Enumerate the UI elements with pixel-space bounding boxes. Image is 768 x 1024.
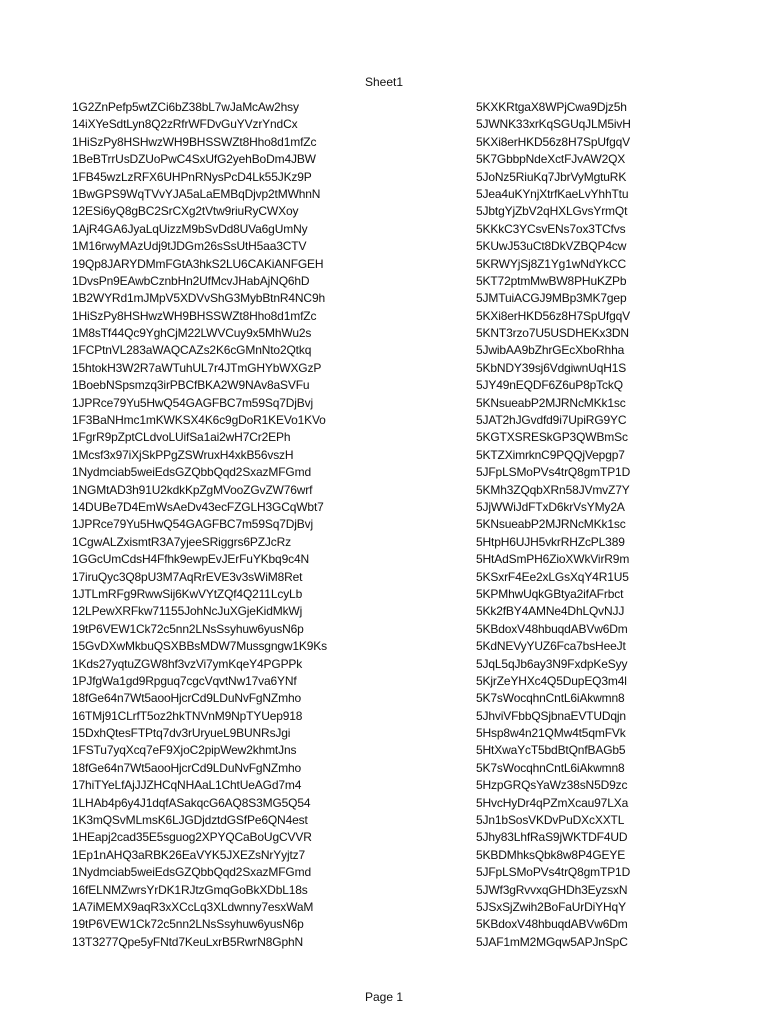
cell-text: 16TMj91CLrfT5oz2hkTNVnM9NpTYUep918: [72, 708, 303, 723]
cell-text: 1HiSzPy8HSHwzWH9BHSSWZt8Hho8d1mfZc: [72, 134, 317, 149]
cell-text: 5K7sWocqhnCntL6iAkwmn8: [476, 760, 625, 775]
cell-text: 1F3BaNHmc1mKWKSX4K6c9gDoR1KEVo1KVo: [72, 413, 326, 428]
cell-text: 5KGTXSRESkGP3QWBmSc: [476, 430, 628, 445]
cell-text: 5JMTuiACGJ9MBp3MK7gep: [476, 291, 627, 306]
cell-text: 16fELNMZwrsYrDK1RJtzGmqGoBkXDbL18s: [72, 882, 308, 897]
cell-text: 18fGe64n7Wt5aooHjcrCd9LDuNvFgNZmho: [72, 691, 302, 706]
cell-text: 5K7sWocqhnCntL6iAkwmn8: [476, 691, 625, 706]
cell-text: 5JY49nEQDF6Z6uP8pTckQ: [476, 378, 623, 393]
cell-text: 1FB45wzLzRFX6UHPnRNysPcD4Lk55JKz9P: [72, 169, 312, 184]
cell-text: 5KdNEVyYUZ6Fca7bsHeeJt: [476, 639, 626, 654]
cell-text: 5KBdoxV48hbuqdABVw6Dm: [476, 621, 628, 636]
cell-text: 5KXi8erHKD56z8H7SpUfgqV: [476, 308, 630, 323]
page-label: Page 1: [364, 990, 404, 1004]
cell-text: 1DvsPn9EAwbCznbHn2UfMcvJHabAjNQ6hD: [72, 273, 310, 288]
cell-text: 15GvDXwMkbuQSXBBsMDW7Mussgngw1K9Ks: [72, 639, 327, 654]
cell-text: 1Nydmciab5weiEdsGZQbbQqd2SxazMFGmd: [72, 865, 311, 880]
cell-text: 1Nydmciab5weiEdsGZQbbQqd2SxazMFGmd: [72, 465, 311, 480]
cell-text: 1BeBTrrUsDZUoPwC4SxUfG2yehBoDm4JBW: [72, 152, 316, 167]
cell-text: 1PJfgWa1gd9Rpguq7cgcVqvtNw17va6YNf: [72, 673, 297, 688]
cell-text: 5HvcHyDr4qPZmXcau97LXa: [476, 795, 629, 810]
cell-text: 5JjWWiJdFTxD6krVsYMy2A: [476, 499, 625, 514]
cell-text: 1FSTu7yqXcq7eF9XjoC2pipWew2khmtJns: [72, 743, 297, 758]
cell-text: 17iruQyc3Q8pU3M7AqRrEVE3v3sWiM8Ret: [72, 569, 303, 584]
cell-text: 5Jn1bSosVKDvPuDXcXXTL: [476, 813, 625, 828]
cell-text: 5JFpLSMoPVs4trQ8gmTP1D: [476, 865, 631, 880]
cell-text: 5Hsp8w4n21QMw4t5qmFVk: [476, 726, 626, 741]
cell-text: 5KNsueabP2MJRNcMKk1sc: [476, 395, 626, 410]
cell-text: 1K3mQSvMLmsK6LJGDjdztdGSfPe6QN4est: [72, 813, 308, 828]
cell-text: 5JFpLSMoPVs4trQ8gmTP1D: [476, 465, 631, 480]
cell-text: 5HtXwaYcT5bdBtQnfBAGb5: [476, 743, 626, 758]
cell-text: 1FCPtnVL283aWAQCAZs2K6cGMnNto2Qtkq: [72, 343, 312, 358]
cell-text: 5KUwJ53uCt8DkVZBQP4cw: [476, 239, 627, 254]
cell-text: 5KSxrF4Ee2xLGsXqY4R1U5: [476, 569, 629, 584]
cell-text: 5JWf3gRvvxqGHDh3EyzsxN: [476, 882, 628, 897]
cell-text: 1CgwALZxismtR3A7yjeeSRiggrs6PZJcRz: [72, 534, 291, 549]
cell-text: 5JhviVFbbQSjbnaEVTUDqjn: [476, 708, 626, 723]
cell-text: 1LHAb4p6y4J1dqfASakqcG6AQ8S3MG5Q54: [72, 795, 311, 810]
cell-text: 1JTLmRFg9RwwSij6KwVYtZQf4Q211LcyLb: [72, 586, 303, 601]
cell-text: 1M8sTf44Qc9YghCjM22LWVCuy9x5MhWu2s: [72, 326, 312, 341]
cell-text: 17hiTYeLfAjJJZHCqNHAaL1ChtUeAGd7m4: [72, 778, 302, 793]
cell-text: 5JAF1mM2MGqw5APJnSpC: [476, 934, 628, 949]
cell-text: 12ESi6yQ8gBC2SrCXg2tVtw9riuRyCWXoy: [72, 204, 299, 219]
cell-text: 1GGcUmCdsH4Ffhk9ewpEvJErFuYKbq9c4N: [72, 552, 309, 567]
cell-text: 5KBdoxV48hbuqdABVw6Dm: [476, 917, 628, 932]
cell-text: 5JoNz5RiuKq7JbrVyMgtuRK: [476, 169, 627, 184]
cell-text: 1FgrR9pZptCLdvoLUifSa1ai2wH7Cr2EPh: [72, 430, 291, 445]
cell-text: 13T3277Qpe5yFNtd7KeuLxrB5RwrN8GphN: [72, 934, 304, 949]
cell-text: 5K7GbbpNdeXctFJvAW2QX: [476, 152, 626, 167]
cell-text: 5JSxSjZwih2BoFaUrDiYHqY: [476, 899, 626, 914]
cell-text: 5JAT2hJGvdfd9i7UpiRG9YC: [476, 413, 627, 428]
cell-text: 14DUBe7D4EmWsAeDv43ecFZGLH3GCqWbt7: [72, 499, 324, 514]
cell-text: 1JPRce79Yu5HwQ54GAGFBC7m59Sq7DjBvj: [72, 517, 314, 532]
cell-text: 5KjrZeYHXc4Q5DupEQ3m4l: [476, 673, 627, 688]
cell-text: 5KNT3rzo7U5USDHEKx3DN: [476, 326, 629, 341]
cell-text: 5JwibAA9bZhrGEcXboRhha: [476, 343, 625, 358]
cell-text: 5JqL5qJb6ay3N9FxdpKeSyy: [476, 656, 628, 671]
cell-text: 1HiSzPy8HSHwzWH9BHSSWZt8Hho8d1mfZc: [72, 308, 317, 323]
cell-text: 19Qp8JARYDMmFGtA3hkS2LU6CAKiANFGEH: [72, 256, 324, 271]
cell-text: 1BwGPS9WqTVvYJA5aLaEMBqDjvp2tMWhnN: [72, 186, 321, 201]
cell-text: 5KXKRtgaX8WPjCwa9Djz5h: [476, 100, 627, 114]
cell-text: 19tP6VEW1Ck72c5nn2LNsSsyhuw6yusN6p: [72, 917, 304, 932]
cell-text: 1Kds27yqtuZGW8hf3vzVi7ymKqeY4PGPPk: [72, 656, 303, 671]
cell-text: 5KKkC3YCsvENs7ox3TCfvs: [476, 221, 626, 236]
cell-text: 1G2ZnPefp5wtZCi6bZ38bL7wJaMcAw2hsy: [72, 100, 299, 114]
cell-text: 1BoebNSpsmzq3irPBCfBKA2W9NAv8aSVFu: [72, 378, 310, 393]
cell-text: 15htokH3W2R7aWTuhUL7r4JTmGHYbWXGzP: [72, 360, 322, 375]
cell-text: 5KRWYjSj8Z1Yg1wNdYkCC: [476, 256, 627, 271]
cell-text: 1JPRce79Yu5HwQ54GAGFBC7m59Sq7DjBvj: [72, 395, 314, 410]
cell-text: 5HtAdSmPH6ZioXWkVirR9m: [476, 552, 630, 567]
cell-text: 5KXi8erHKD56z8H7SpUfgqV: [476, 134, 630, 149]
cell-text: 1M16rwyMAzUdj9tJDGm26sSsUtH5aa3CTV: [72, 239, 307, 254]
cell-text: 5Jhy83LhfRaS9jWKTDF4UD: [476, 830, 628, 845]
cell-text: 5JWNK33xrKqSGUqJLM5ivH: [476, 117, 631, 132]
cell-text: 19tP6VEW1Ck72c5nn2LNsSsyhuw6yusN6p: [72, 621, 304, 636]
cell-text: 5Jea4uKYnjXtrfKaeLvYhhTtu: [476, 186, 629, 201]
column-a: [72, 99, 362, 951]
cell-text: 5JbtgYjZbV2qHXLGvsYrmQt: [476, 204, 628, 219]
column-b: [476, 99, 640, 951]
cell-text: 14iXYeSdtLyn8Q2zRfrWFDvGuYVzrYndCx: [72, 117, 298, 132]
cell-text: 5Kk2fBY4AMNe4DhLQvNJJ: [476, 604, 625, 619]
cell-text: 5KTZXimrknC9PQQjVepgp7: [476, 447, 625, 462]
cell-text: 5KBDMhksQbk8w8P4GEYE: [476, 847, 626, 862]
cell-text: 1B2WYRd1mJMpV5XDVvShG3MybBtnR4NC9h: [72, 291, 325, 306]
cell-text: 5KMh3ZQqbXRn58JVmvZ7Y: [476, 482, 630, 497]
cell-text: 12LPewXRFkw71155JohNcJuXGjeKidMkWj: [72, 604, 303, 619]
cell-text: 1A7iMEMX9aqR3xXCcLq3XLdwnny7esxWaM: [72, 899, 314, 914]
cell-text: 5KT72ptmMwBW8PHuKZPb: [476, 273, 627, 288]
cell-text: 18fGe64n7Wt5aooHjcrCd9LDuNvFgNZmho: [72, 760, 302, 775]
cell-text: 1Ep1nAHQ3aRBK26EaVYK5JXEZsNrYyjtz7: [72, 847, 306, 862]
cell-text: 1NGMtAD3h91U2kdkKpZgMVooZGvZW76wrf: [72, 482, 313, 497]
cell-text: 5HzpGRQsYaWz38sN5D9zc: [476, 778, 628, 793]
sheet-title: Sheet1: [364, 75, 404, 89]
cell-text: 1AjR4GA6JyaLqUizzM9bSvDd8UVa6gUmNy: [72, 221, 308, 236]
cell-text: 1Mcsf3x97iXjSkPPgZSWruxH4xkB56vszH: [72, 447, 294, 462]
cell-text: 5KbNDY39sj6VdgiwnUqH1S: [476, 360, 627, 375]
cell-text: 5KPMhwUqkGBtya2ifAFrbct: [476, 586, 624, 601]
cell-text: 1HEapj2cad35E5sguog2XPYQCaBoUgCVVR: [72, 830, 312, 845]
cell-text: 15DxhQtesFTPtq7dv3rUryueL9BUNRsJgi: [72, 726, 291, 741]
cell-text: 5HtpH6UJH5vkrRHZcPL389: [476, 534, 625, 549]
cell-text: 5KNsueabP2MJRNcMKk1sc: [476, 517, 626, 532]
